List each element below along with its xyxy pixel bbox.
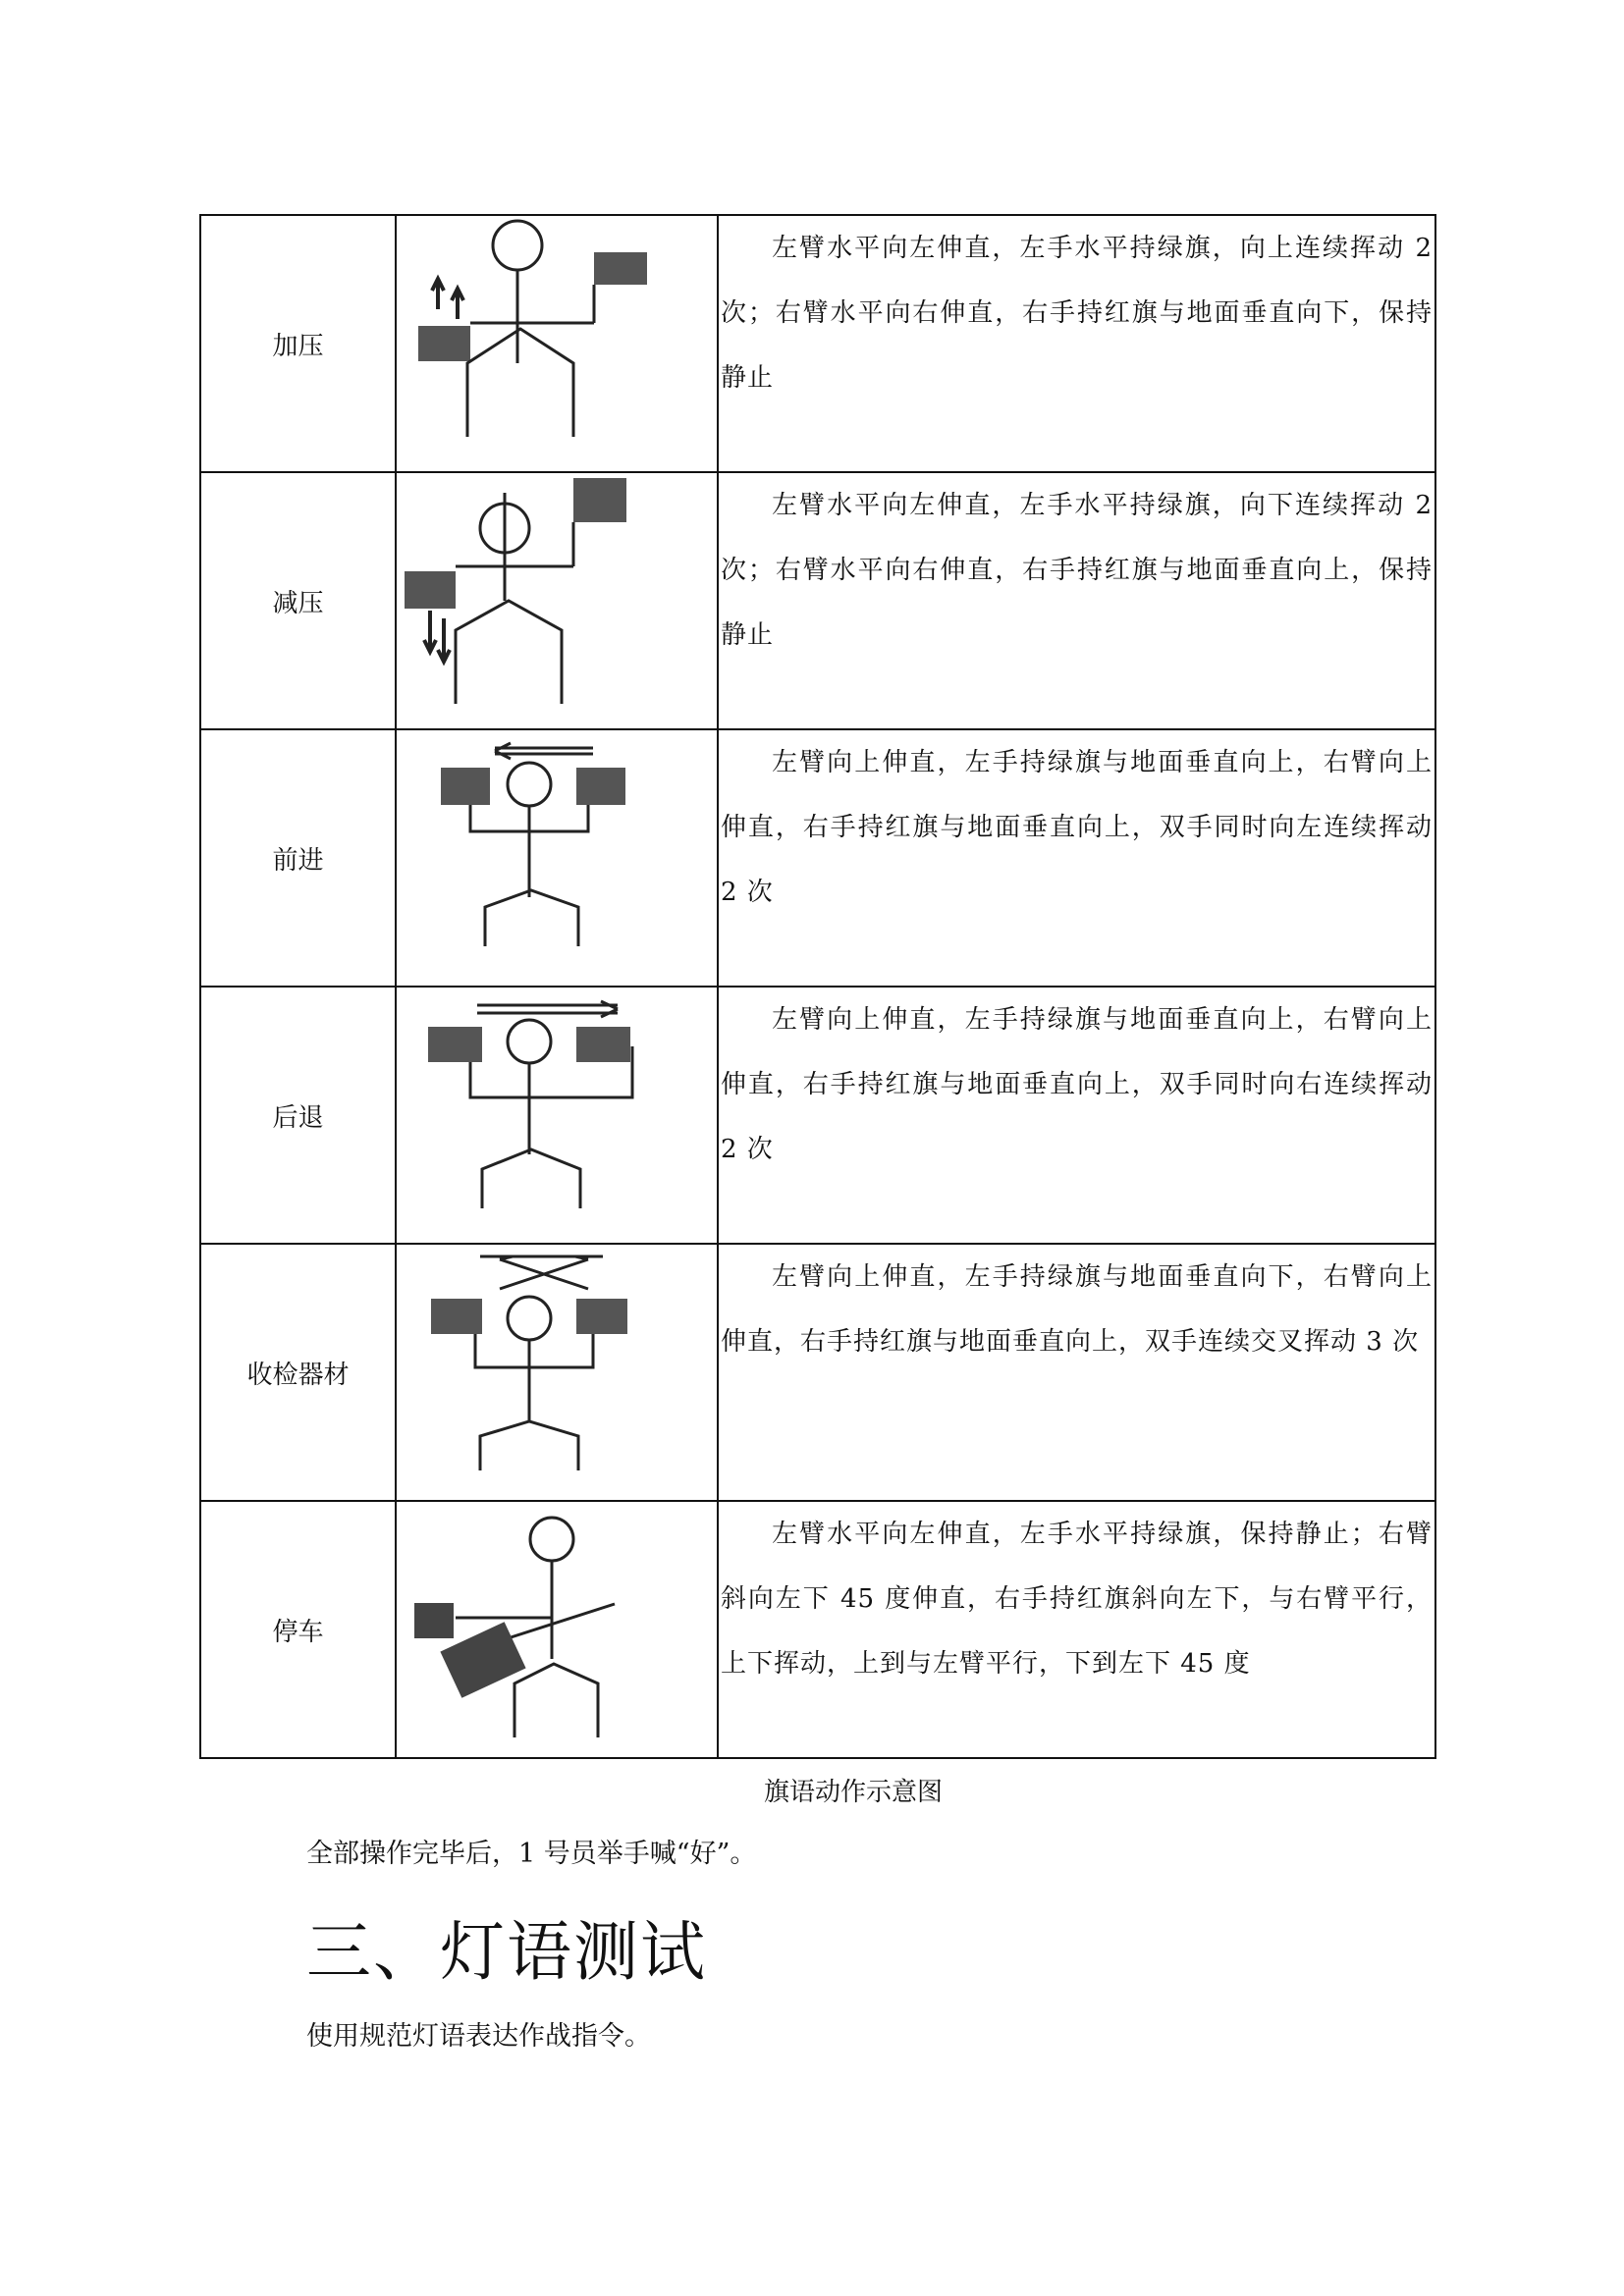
forward-figure-illustration: [397, 730, 717, 986]
flag-signal-table: [199, 214, 1436, 1759]
collect-equipment-figure-illustration: [397, 1245, 717, 1500]
signal-name: 前进: [200, 729, 396, 987]
signal-name: 后退: [200, 987, 396, 1244]
signal-figure: [396, 1501, 718, 1758]
table-row: [200, 472, 1435, 729]
signal-name: 收检器材: [200, 1244, 396, 1501]
backward-figure-illustration: [397, 988, 717, 1243]
signal-name: 加压: [200, 215, 396, 472]
table-caption: [0, 1772, 1624, 1808]
signal-description: 左臂向上伸直，左手持绿旗与地面垂直向上，右臂向上伸直，右手持红旗与地面垂直向上，双手同时向左连续挥动 2 次: [718, 729, 1435, 987]
table-row: [200, 729, 1435, 987]
signal-name: 减压: [200, 472, 396, 729]
stop-figure-illustration: [397, 1502, 717, 1757]
signal-figure: [396, 215, 718, 472]
signal-description: 左臂向上伸直，左手持绿旗与地面垂直向上，右臂向上伸直，右手持红旗与地面垂直向上，双手同时向右连续挥动 2 次: [718, 987, 1435, 1244]
signal-figure: [396, 1244, 718, 1501]
signal-description: 左臂水平向左伸直，左手水平持绿旗，向上连续挥动 2 次；右臂水平向右伸直，右手持红旗与地面垂直向下，保持静止: [718, 215, 1435, 472]
signal-figure: [396, 729, 718, 987]
table-row: [200, 215, 1435, 472]
table-row: [200, 1501, 1435, 1758]
section-heading: 三、灯语测试: [306, 1914, 707, 1990]
signal-description: 左臂向上伸直，左手持绿旗与地面垂直向下，右臂向上伸直，右手持红旗与地面垂直向上，双手连续交叉挥动 3 次: [718, 1244, 1435, 1501]
signal-name: 停车: [200, 1501, 396, 1758]
paragraph: 使用规范灯语表达作战指令。: [306, 2021, 651, 2052]
signal-description: 左臂水平向左伸直，左手水平持绿旗，保持静止；右臂斜向左下 45 度伸直，右手持红旗斜向左下，与右臂平行，上下挥动，上到与左臂平行，下到左下 45 度: [718, 1501, 1435, 1758]
signal-figure: [396, 472, 718, 729]
depressurize-figure-illustration: [397, 473, 717, 728]
table-row: [200, 1244, 1435, 1501]
caption-text: 旗语动作示意图: [763, 1778, 943, 1807]
table-row: [200, 987, 1435, 1244]
signal-description: 左臂水平向左伸直，左手水平持绿旗，向下连续挥动 2 次；右臂水平向右伸直，右手持红旗与地面垂直向上，保持静止: [718, 472, 1435, 729]
pressurize-figure-illustration: [397, 216, 717, 471]
paragraph: 全部操作完毕后，1 号员举手喊“好”。: [306, 1839, 757, 1869]
signal-figure: [396, 987, 718, 1244]
